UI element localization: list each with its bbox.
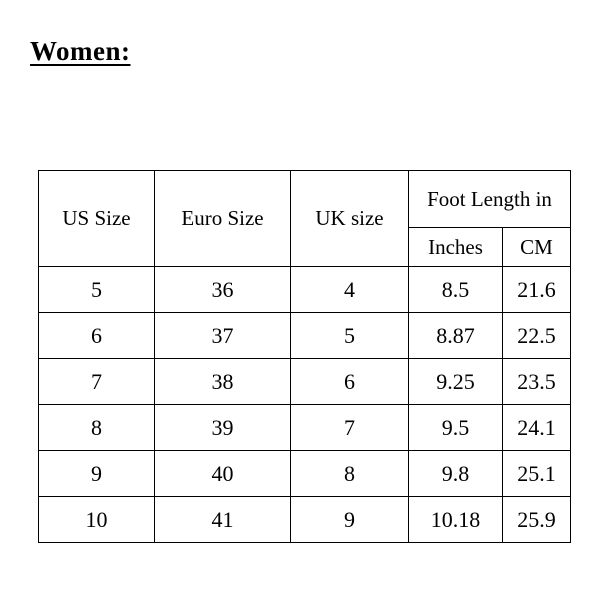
- cell-euro-size: 38: [155, 359, 291, 405]
- page-title: Women:: [30, 36, 131, 66]
- cell-euro-size: 37: [155, 313, 291, 359]
- size-chart-table: [38, 170, 571, 543]
- table-row: [39, 405, 571, 451]
- cell-inches: 10.18: [409, 497, 503, 543]
- table-row: [39, 267, 571, 313]
- table-row: [39, 359, 571, 405]
- cell-cm: 24.1: [503, 405, 571, 451]
- cell-inches: 8.5: [409, 267, 503, 313]
- cell-inches: 9.25: [409, 359, 503, 405]
- cell-uk-size: 4: [291, 267, 409, 313]
- column-header-inches: Inches: [409, 228, 503, 267]
- cell-inches: 8.87: [409, 313, 503, 359]
- cell-euro-size: 40: [155, 451, 291, 497]
- cell-uk-size: 7: [291, 405, 409, 451]
- column-header-foot-length: Foot Length in: [409, 171, 571, 228]
- cell-euro-size: 36: [155, 267, 291, 313]
- cell-cm: 22.5: [503, 313, 571, 359]
- cell-inches: 9.8: [409, 451, 503, 497]
- table-row: [39, 451, 571, 497]
- cell-uk-size: 5: [291, 313, 409, 359]
- size-chart-container: [38, 170, 570, 543]
- cell-cm: 23.5: [503, 359, 571, 405]
- column-header-us-size: US Size: [39, 171, 155, 267]
- cell-us-size: 10: [39, 497, 155, 543]
- cell-euro-size: 41: [155, 497, 291, 543]
- cell-uk-size: 8: [291, 451, 409, 497]
- table-row: [39, 497, 571, 543]
- column-header-euro-size: Euro Size: [155, 171, 291, 267]
- cell-cm: 25.1: [503, 451, 571, 497]
- column-header-uk-size: UK size: [291, 171, 409, 267]
- cell-us-size: 5: [39, 267, 155, 313]
- cell-uk-size: 6: [291, 359, 409, 405]
- table-body: [39, 267, 571, 543]
- cell-cm: 25.9: [503, 497, 571, 543]
- column-header-cm: CM: [503, 228, 571, 267]
- table-row: [39, 313, 571, 359]
- table-header-row: [39, 171, 571, 228]
- cell-euro-size: 39: [155, 405, 291, 451]
- cell-uk-size: 9: [291, 497, 409, 543]
- cell-us-size: 9: [39, 451, 155, 497]
- cell-us-size: 8: [39, 405, 155, 451]
- cell-us-size: 7: [39, 359, 155, 405]
- cell-cm: 21.6: [503, 267, 571, 313]
- cell-us-size: 6: [39, 313, 155, 359]
- cell-inches: 9.5: [409, 405, 503, 451]
